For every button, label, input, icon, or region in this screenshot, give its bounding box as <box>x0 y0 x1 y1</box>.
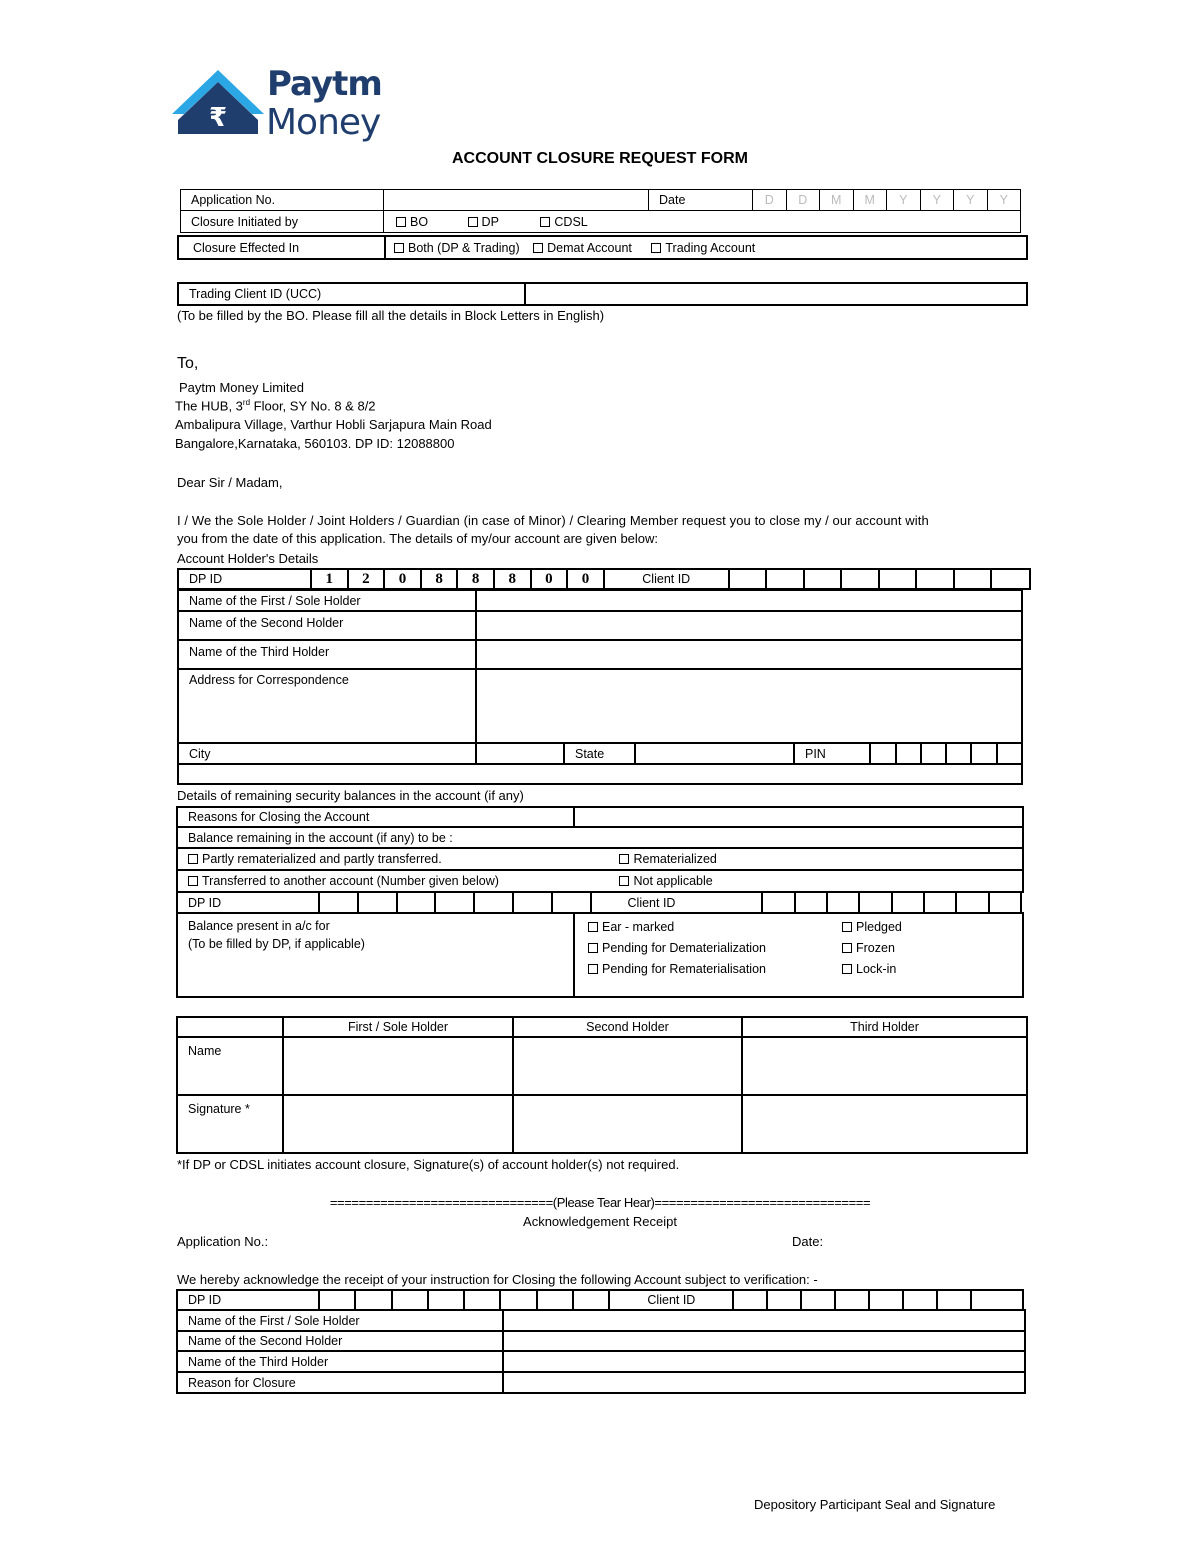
dp-id-box[interactable] <box>358 892 397 913</box>
option-pending-demat[interactable]: Pending for Dematerialization <box>588 938 842 959</box>
balance-present-cell <box>177 913 574 997</box>
client-id-box[interactable] <box>879 569 917 589</box>
fill-note: (To be filled by the BO. Please fill all the details in Block Letters in English) <box>177 308 605 323</box>
second-holder-label: Name of the Second Holder <box>178 611 476 640</box>
client-id-box[interactable] <box>767 1290 801 1310</box>
checkbox-icon[interactable] <box>533 243 543 253</box>
client-id-box[interactable] <box>916 569 954 589</box>
checkbox-icon[interactable] <box>588 922 598 932</box>
client-id-box[interactable] <box>827 892 859 913</box>
footer-signature: Depository Participant Seal and Signature <box>754 1497 996 1512</box>
state-label: State <box>564 743 635 764</box>
option-frozen[interactable]: Frozen <box>842 941 895 955</box>
signature-note: *If DP or CDSL initiates account closure, Signature(s) of account holder(s) not required. <box>177 1157 680 1172</box>
ack-first-holder-label: Name of the First / Sole Holder <box>177 1310 503 1331</box>
client-id-box[interactable] <box>903 1290 937 1310</box>
tear-line: ===============================(Please Tear Hear)============================== <box>329 1195 871 1210</box>
closure-effected-table <box>177 235 1028 260</box>
rupee-house-logo-icon <box>172 68 264 138</box>
dp-id-box[interactable] <box>428 1290 464 1310</box>
client-id-box[interactable] <box>989 892 1021 913</box>
option-bo[interactable]: BO <box>396 215 428 229</box>
ack-client-id-label: Client ID <box>609 1290 733 1310</box>
address-to: To, <box>177 355 199 372</box>
client-id-box[interactable] <box>841 569 879 589</box>
checkbox-icon[interactable] <box>588 943 598 953</box>
security-dp-row <box>176 891 1022 914</box>
client-id-box[interactable] <box>729 569 767 589</box>
address-label: Address for Correspondence <box>178 669 476 743</box>
date-box[interactable]: M <box>853 190 887 211</box>
dp-id-digit: 1 <box>311 569 348 589</box>
pin-box[interactable] <box>870 743 896 764</box>
signature-table <box>176 1016 1028 1154</box>
dp-id-box[interactable] <box>464 1290 500 1310</box>
ack-first-holder-field[interactable] <box>503 1310 1025 1331</box>
date-box[interactable]: Y <box>887 190 921 211</box>
ack-dp-row <box>176 1289 1024 1311</box>
client-id-box[interactable] <box>954 569 992 589</box>
dp-id-digit: 8 <box>421 569 458 589</box>
date-box[interactable]: D <box>786 190 820 211</box>
balance-status-cell <box>574 913 1023 997</box>
pin-box[interactable] <box>971 743 997 764</box>
dp-id-box[interactable] <box>573 1290 609 1310</box>
city-label: City <box>178 743 476 764</box>
checkbox-icon[interactable] <box>842 922 852 932</box>
ack-statement: We hereby acknowledge the receipt of your instruction for Closing the following Account subject to verification: - <box>177 1272 818 1287</box>
first-holder-label: Name of the First / Sole Holder <box>178 590 476 611</box>
application-table <box>180 189 1021 233</box>
date-box[interactable]: M <box>820 190 854 211</box>
ack-table <box>176 1309 1026 1394</box>
client-id-box[interactable] <box>733 1290 767 1310</box>
option-transferred[interactable]: Transferred to another account (Number given below) <box>188 874 616 888</box>
application-no-label: Application No. <box>181 190 384 211</box>
closure-effected-label: Closure Effected In <box>178 236 385 259</box>
client-id-box[interactable] <box>937 1290 971 1310</box>
pin-box[interactable] <box>997 743 1022 764</box>
security-dp-id-label: DP ID <box>177 892 319 913</box>
option-cdsl[interactable]: CDSL <box>540 215 587 229</box>
date-box[interactable]: D <box>753 190 787 211</box>
header-first-holder: First / Sole Holder <box>283 1017 513 1037</box>
name-row-label: Name <box>177 1037 283 1095</box>
checkbox-icon[interactable] <box>188 854 198 864</box>
ack-third-holder-label: Name of the Third Holder <box>177 1351 503 1372</box>
option-demat[interactable]: Demat Account <box>533 241 632 255</box>
holder-table <box>177 589 1023 785</box>
dp-id-box[interactable] <box>319 892 358 913</box>
closure-effected-options <box>385 236 1027 259</box>
balance-present-label: Balance present in a/c for <box>188 919 330 933</box>
checkbox-icon[interactable] <box>842 964 852 974</box>
date-label: Date <box>649 190 753 211</box>
checkbox-icon[interactable] <box>619 876 629 886</box>
name-field[interactable] <box>742 1037 1027 1095</box>
account-holder-heading: Account Holder's Details <box>177 551 319 566</box>
header-second-holder: Second Holder <box>513 1017 742 1037</box>
client-id-box[interactable] <box>956 892 988 913</box>
name-field[interactable] <box>513 1037 742 1095</box>
dp-id-box[interactable] <box>537 1290 573 1310</box>
blank-row[interactable] <box>178 764 1022 784</box>
ack-reason-field[interactable] <box>503 1372 1025 1393</box>
option-both[interactable]: Both (DP & Trading) <box>394 241 520 255</box>
dp-id-digit: 2 <box>348 569 385 589</box>
third-holder-field[interactable] <box>476 640 1022 669</box>
date-box[interactable]: Y <box>920 190 954 211</box>
option-rematerialized[interactable]: Rematerialized <box>619 852 716 866</box>
checkbox-icon[interactable] <box>619 854 629 864</box>
trading-client-id-label: Trading Client ID (UCC) <box>178 283 525 305</box>
closure-initiated-options <box>384 211 1021 233</box>
client-id-box[interactable] <box>801 1290 835 1310</box>
dp-id-box[interactable] <box>552 892 591 913</box>
ack-title: Acknowledgement Receipt <box>523 1214 677 1229</box>
signature-row-label: Signature * <box>177 1095 283 1153</box>
trading-client-id-field[interactable] <box>525 283 1027 305</box>
transferred-row <box>177 870 1023 892</box>
option-dp[interactable]: DP <box>468 215 499 229</box>
dp-id-box[interactable] <box>500 1290 536 1310</box>
checkbox-icon[interactable] <box>651 243 661 253</box>
signature-table-corner <box>177 1017 283 1037</box>
option-lock-in[interactable]: Lock-in <box>842 962 896 976</box>
address-company: Paytm Money Limited <box>179 380 304 395</box>
partly-row <box>177 848 1023 870</box>
pin-box[interactable] <box>896 743 921 764</box>
dp-id-digit: 0 <box>531 569 568 589</box>
dp-id-box[interactable] <box>435 892 474 913</box>
reasons-label: Reasons for Closing the Account <box>177 807 574 827</box>
client-id-box[interactable] <box>869 1290 903 1310</box>
city-field[interactable] <box>476 743 564 764</box>
dp-id-box[interactable] <box>474 892 513 913</box>
dp-id-box[interactable] <box>319 1290 355 1310</box>
brand-line2: Money <box>266 102 381 143</box>
balance-present-table <box>176 912 1024 998</box>
signature-field[interactable] <box>513 1095 742 1153</box>
date-box[interactable]: Y <box>987 190 1021 211</box>
option-partly[interactable]: Partly rematerialized and partly transferred. <box>188 852 616 866</box>
page-title: ACCOUNT CLOSURE REQUEST FORM <box>452 150 748 167</box>
checkbox-icon[interactable] <box>396 217 406 227</box>
checkbox-icon[interactable] <box>842 943 852 953</box>
checkbox-icon[interactable] <box>588 964 598 974</box>
ack-second-holder-field[interactable] <box>503 1331 1025 1351</box>
client-id-box[interactable] <box>766 569 804 589</box>
state-field[interactable] <box>635 743 794 764</box>
pin-box[interactable] <box>921 743 946 764</box>
dp-id-box[interactable] <box>513 892 552 913</box>
signature-field[interactable] <box>283 1095 513 1153</box>
dp-id-digit: 8 <box>457 569 494 589</box>
client-id-box[interactable] <box>892 892 924 913</box>
reasons-field[interactable] <box>574 807 1023 827</box>
brand-line1: Paytm <box>267 64 382 104</box>
application-no-field[interactable] <box>384 190 649 211</box>
dp-id-label: DP ID <box>178 569 311 589</box>
trading-client-table <box>177 282 1028 306</box>
client-id-box[interactable] <box>762 892 794 913</box>
signature-field[interactable] <box>742 1095 1027 1153</box>
security-client-id-label: Client ID <box>591 892 763 913</box>
pin-label: PIN <box>794 743 870 764</box>
security-table <box>176 806 1024 893</box>
address-field[interactable] <box>476 669 1022 743</box>
option-pledged[interactable]: Pledged <box>842 920 902 934</box>
client-id-box[interactable] <box>991 569 1030 589</box>
first-holder-field[interactable] <box>476 590 1022 611</box>
checkbox-icon[interactable] <box>540 217 550 227</box>
client-id-box[interactable] <box>795 892 827 913</box>
status-row <box>588 938 1022 959</box>
body-line1: I / We the Sole Holder / Joint Holders / Guardian (in case of Minor) / Clearing Member request you to close my / our account with <box>177 513 929 528</box>
holder-dp-row <box>177 568 1031 590</box>
client-id-box[interactable] <box>924 892 956 913</box>
checkbox-icon[interactable] <box>468 217 478 227</box>
balance-label: Balance remaining in the account (if any) to be : <box>177 827 1023 848</box>
client-id-label: Client ID <box>604 569 729 589</box>
dp-id-digit: 8 <box>494 569 531 589</box>
header-third-holder: Third Holder <box>742 1017 1027 1037</box>
closure-initiated-label: Closure Initiated by <box>181 211 384 233</box>
pin-box[interactable] <box>946 743 971 764</box>
ack-reason-label: Reason for Closure <box>177 1372 503 1393</box>
salutation: Dear Sir / Madam, <box>177 475 283 490</box>
dp-id-box[interactable] <box>392 1290 428 1310</box>
option-trading[interactable]: Trading Account <box>651 241 755 255</box>
ack-second-holder-label: Name of the Second Holder <box>177 1331 503 1351</box>
status-row <box>588 959 1022 980</box>
brand-logo <box>172 64 387 148</box>
client-id-box[interactable] <box>859 892 891 913</box>
ack-third-holder-field[interactable] <box>503 1351 1025 1372</box>
third-holder-label: Name of the Third Holder <box>178 640 476 669</box>
option-not-applicable[interactable]: Not applicable <box>619 874 712 888</box>
body-line2: you from the date of this application. The details of my/our account are given below: <box>177 531 659 546</box>
option-ear-marked[interactable]: Ear - marked <box>588 917 842 938</box>
dp-id-box[interactable] <box>355 1290 391 1310</box>
checkbox-icon[interactable] <box>394 243 404 253</box>
address-line2: Ambalipura Village, Varthur Hobli Sarjapura Main Road <box>175 417 492 432</box>
dp-id-box[interactable] <box>397 892 436 913</box>
option-pending-remat[interactable]: Pending for Rematerialisation <box>588 959 842 980</box>
date-box[interactable]: Y <box>954 190 988 211</box>
ack-dp-id-label: DP ID <box>177 1290 319 1310</box>
svg-text:₹: ₹ <box>208 103 228 133</box>
security-heading: Details of remaining security balances in the account (if any) <box>177 788 524 803</box>
address-line1: The HUB, 3rd Floor, SY No. 8 & 8/2 <box>175 398 376 414</box>
name-field[interactable] <box>283 1037 513 1095</box>
dp-id-digit: 0 <box>384 569 421 589</box>
ack-date: Date: <box>792 1234 824 1249</box>
ack-application-no: Application No.: <box>177 1234 269 1249</box>
client-id-box[interactable] <box>971 1290 1023 1310</box>
status-row <box>588 917 1022 938</box>
second-holder-field[interactable] <box>476 611 1022 640</box>
balance-present-note: (To be filled by DP, if applicable) <box>188 937 365 951</box>
client-id-box[interactable] <box>835 1290 869 1310</box>
dp-id-digit: 0 <box>567 569 604 589</box>
client-id-box[interactable] <box>804 569 842 589</box>
address-line3: Bangalore,Karnataka, 560103. DP ID: 12088800 <box>175 436 455 451</box>
checkbox-icon[interactable] <box>188 876 198 886</box>
